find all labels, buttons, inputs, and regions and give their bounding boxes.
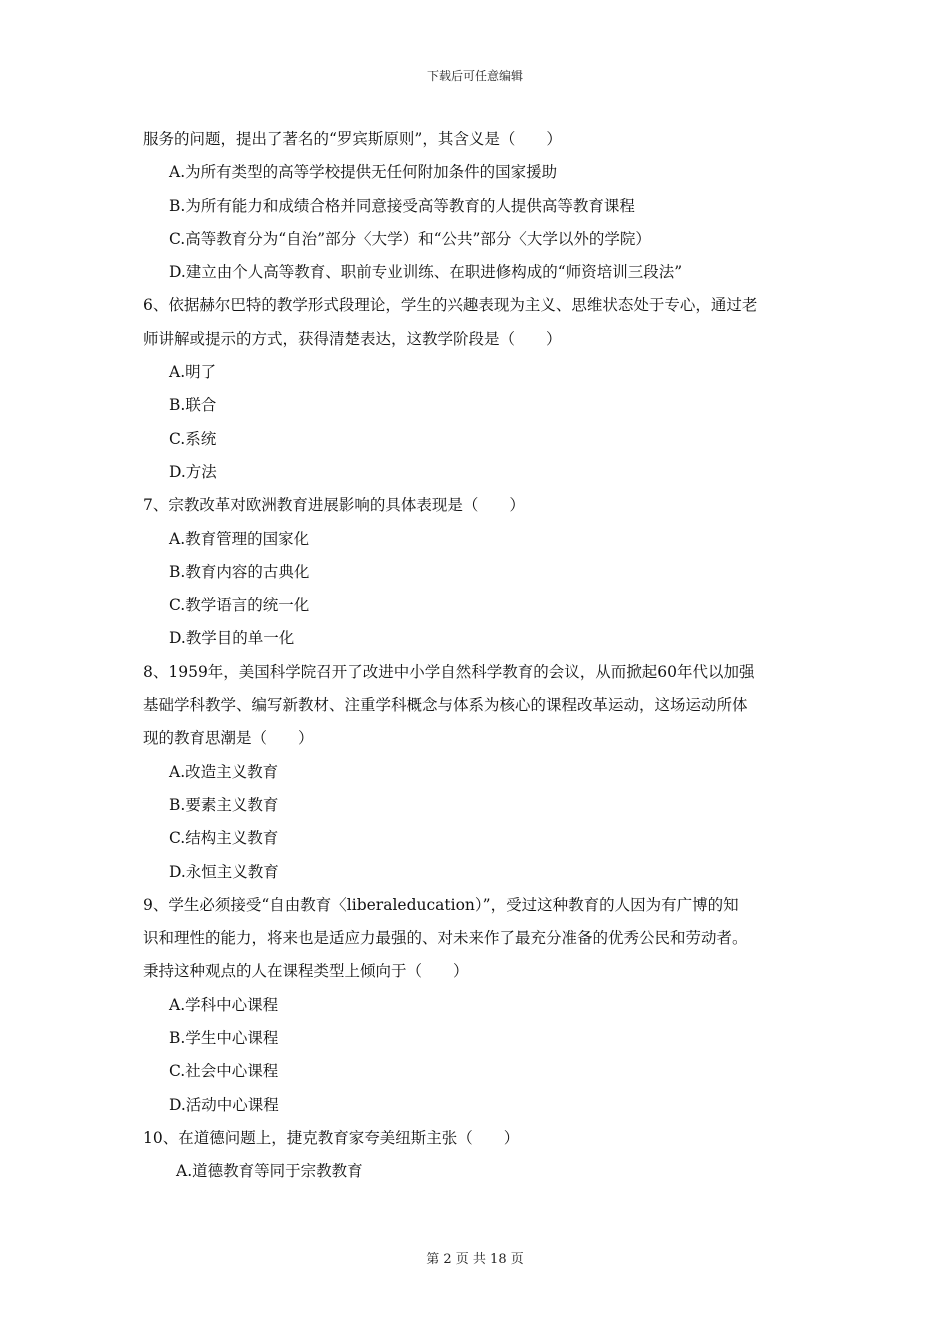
q6-option-b: B.联合 bbox=[169, 396, 217, 415]
q10-option-a: A.道德教育等同于宗教教育 bbox=[176, 1162, 363, 1181]
question-9-line-1: 9、学生必须接受“自由教育〈liberaleducation）”，受过这种教育的人因为有广博的知 bbox=[143, 895, 739, 914]
page-content bbox=[143, 123, 813, 1189]
q8-option-a: A.改造主义教育 bbox=[169, 762, 279, 781]
q9-option-d: D.活动中心课程 bbox=[169, 1095, 279, 1114]
question-6-line-2: 师讲解或提示的方式，获得清楚表达，这教学阶段是（ ） bbox=[143, 329, 562, 348]
q8-option-b: B.要素主义教育 bbox=[169, 795, 279, 814]
page-header: 下载后可任意编辑 bbox=[426, 69, 523, 83]
question-6-line-1: 6、依据赫尔巴特的教学形式段理论，学生的兴趣表现为主义、思维状态处于专心，通过老 bbox=[143, 296, 758, 315]
q6-option-a: A.明了 bbox=[169, 363, 217, 382]
question-5-continuation: 服务的问题，提出了著名的“罗宾斯原则”，其含义是（ ） bbox=[143, 130, 562, 148]
question-8-line-1: 8、1959年，美国科学院召开了改进中小学自然科学教育的会议，从而掀起60年代以加强 bbox=[143, 662, 755, 681]
q7-option-b: B.教育内容的古典化 bbox=[169, 562, 310, 581]
q5-option-c: C.高等教育分为“自治”部分〈大学）和“公共”部分〈大学以外的学院） bbox=[169, 229, 651, 248]
q7-option-c: C.教学语言的统一化 bbox=[169, 596, 310, 615]
question-9-line-3: 秉持这种观点的人在课程类型上倾向于（ ） bbox=[143, 962, 469, 981]
q6-option-d: D.方法 bbox=[169, 462, 217, 481]
question-8-line-2: 基础学科教学、编写新教材、注重学科概念与体系为核心的课程改革运动，这场运动所体 bbox=[143, 696, 748, 715]
question-9-line-2: 识和理性的能力，将来也是适应力最强的、对未来作了最充分准备的优秀公民和劳动者。 bbox=[143, 929, 748, 948]
question-8-line-3: 现的教育思潮是（ ） bbox=[143, 729, 314, 748]
q8-option-c: C.结构主义教育 bbox=[169, 829, 279, 848]
q7-option-a: A.教育管理的国家化 bbox=[169, 529, 310, 548]
q5-option-b: B.为所有能力和成绩合格并同意接受高等教育的人提供高等教育课程 bbox=[169, 196, 635, 215]
q9-option-c: C.社会中心课程 bbox=[169, 1062, 279, 1081]
question-10-line-1: 10、在道德问题上，捷克教育家夸美纽斯主张（ ） bbox=[143, 1128, 520, 1147]
q6-option-c: C.系统 bbox=[169, 429, 217, 448]
q9-option-b: B.学生中心课程 bbox=[169, 1029, 279, 1048]
q5-option-d: D.建立由个人高等教育、职前专业训练、在职进修构成的“师资培训三段法” bbox=[169, 263, 683, 282]
q5-option-a: A.为所有类型的高等学校提供无任何附加条件的国家援助 bbox=[169, 163, 558, 182]
q9-option-a: A.学科中心课程 bbox=[169, 995, 279, 1014]
q7-option-d: D.教学目的单一化 bbox=[169, 629, 295, 648]
question-7-line-1: 7、宗教改革对欧洲教育进展影响的具体表现是（ ） bbox=[143, 496, 525, 515]
q8-option-d: D.永恒主义教育 bbox=[169, 862, 279, 881]
page-footer: 第 2 页 共 18 页 bbox=[426, 1252, 524, 1267]
